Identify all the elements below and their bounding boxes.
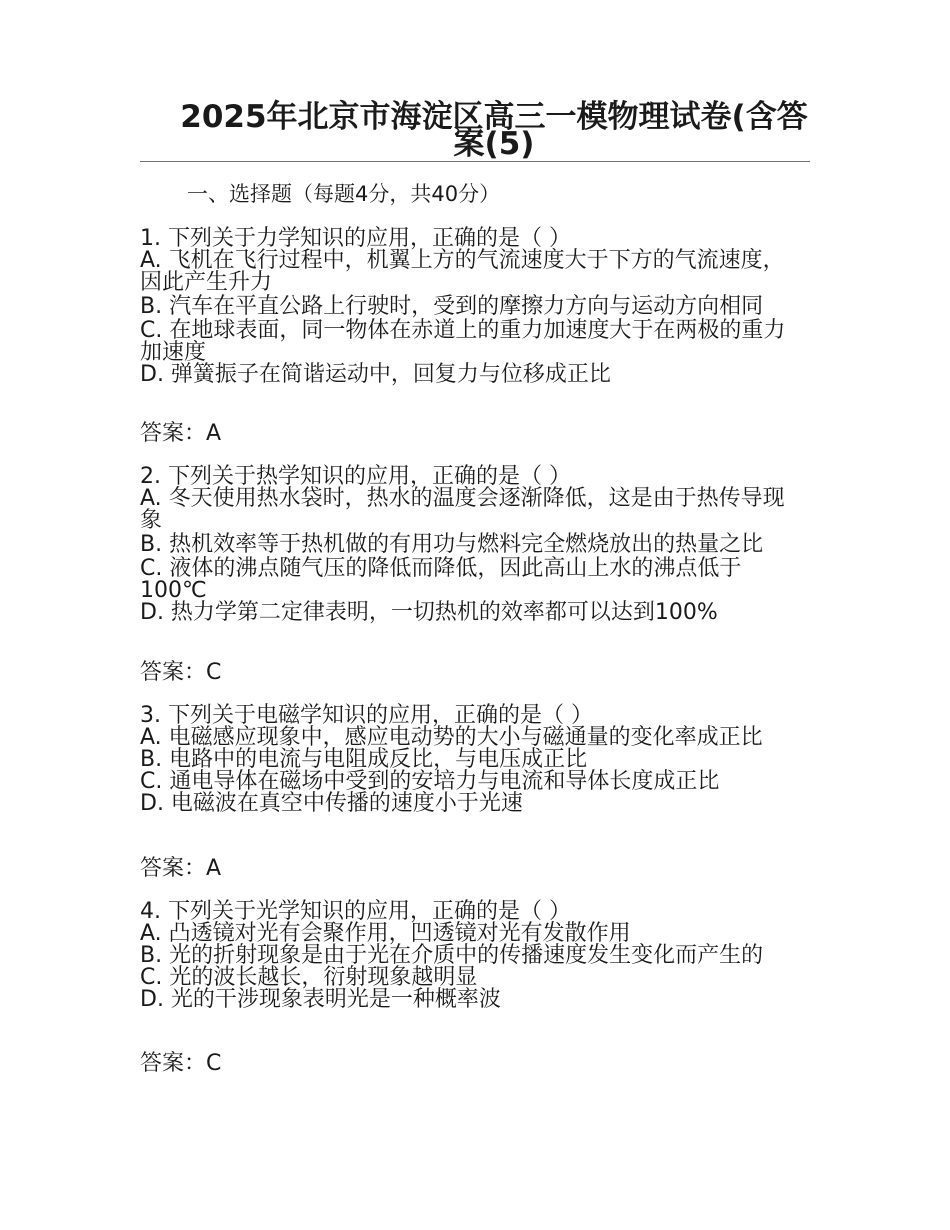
option-d: D. 光的干涉现象表明光是一种概率波: [140, 987, 501, 1012]
question-stem: 3. 下列关于电磁学知识的应用，正确的是（ ）: [140, 703, 593, 728]
answer-1: 答案：A: [140, 421, 222, 446]
option-a: A. 电磁感应现象中，感应电动势的大小与磁通量的变化率成正比: [140, 725, 763, 750]
section-heading: 一、选择题（每题4分，共40分）: [187, 182, 501, 206]
answer-4: 答案：C: [140, 1051, 222, 1076]
option-c: C. 在地球表面，同一物体在赤道上的重力加速度大于在两极的重力加速度: [140, 318, 786, 365]
option-d: D. 弹簧振子在简谐运动中，回复力与位移成正比: [140, 362, 611, 387]
question-stem: 2. 下列关于热学知识的应用，正确的是（ ）: [140, 464, 571, 489]
option-b: B. 电路中的电流与电阻成反比，与电压成正比: [140, 747, 588, 772]
document-title: 2025年北京市海淀区高三一模物理试卷(含答案(5): [180, 99, 808, 162]
option-c: C. 液体的沸点随气压的降低而降低，因此高山上水的沸点低于100℃: [140, 556, 742, 603]
question-3: [140, 705, 820, 815]
option-a: A. 冬天使用热水袋时，热水的温度会逐渐降低，这是由于热传导现象: [140, 486, 785, 533]
question-4: [140, 901, 820, 1011]
question-stem: 1. 下列关于力学知识的应用，正确的是（ ）: [140, 226, 571, 251]
option-a: A. 凸透镜对光有会聚作用，凹透镜对光有发散作用: [140, 921, 631, 946]
option-c: C. 通电导体在磁场中受到的安培力与电流和导体长度成正比: [140, 769, 720, 794]
option-b: B. 汽车在平直公路上行驶时，受到的摩擦力方向与运动方向相同: [140, 294, 764, 319]
answer-2: 答案：C: [140, 660, 222, 685]
title-underline-divider: [140, 161, 810, 162]
option-c: C. 光的波长越长，衍射现象越明显: [140, 965, 478, 990]
question-stem: 4. 下列关于光学知识的应用，正确的是（ ）: [140, 899, 571, 924]
question-1: [140, 228, 820, 386]
option-a: A. 飞机在飞行过程中，机翼上方的气流速度大于下方的气流速度，因此产生升力: [140, 248, 785, 295]
option-d: D. 热力学第二定律表明，一切热机的效率都可以达到100%: [140, 600, 718, 625]
answer-3: 答案：A: [140, 856, 222, 881]
option-b: B. 光的折射现象是由于光在介质中的传播速度发生变化而产生的: [140, 943, 764, 968]
option-d: D. 电磁波在真空中传播的速度小于光速: [140, 791, 523, 816]
question-2: [140, 466, 820, 624]
option-b: B. 热机效率等于热机做的有用功与燃料完全燃烧放出的热量之比: [140, 532, 764, 557]
